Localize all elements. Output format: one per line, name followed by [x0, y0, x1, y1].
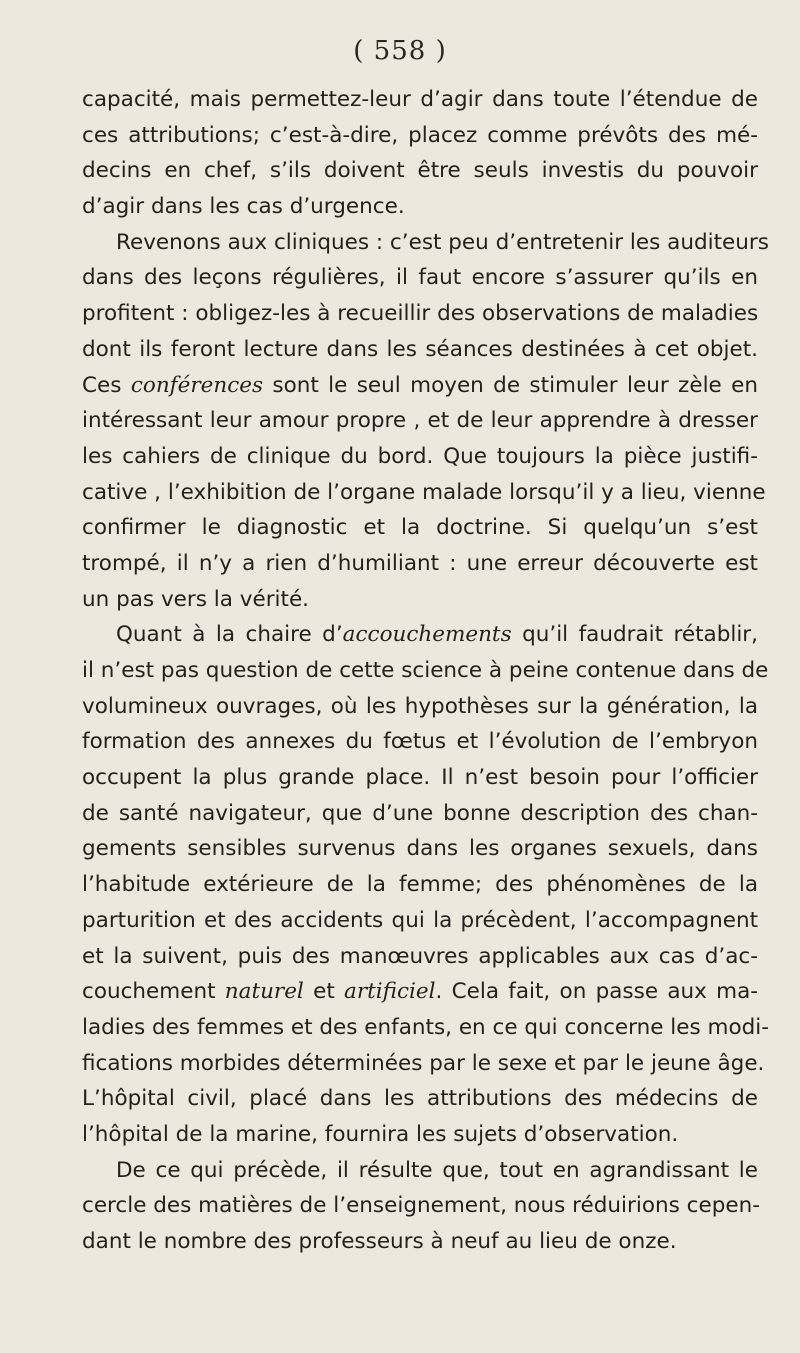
text-line: occupent la plus grande place. Il n’est besoin pour l’officier — [82, 765, 758, 791]
text-span: et — [303, 979, 345, 1005]
text-line: ces attributions; c’est-à-dire, placez comme prévôts des mé- — [82, 122, 758, 148]
text-span: sont le seul moyen de stimuler leur zèle en — [263, 372, 759, 398]
text-line — [82, 974, 758, 1010]
text-line: cative , l’exhibition de l’organe malade lorsqu’il y a lieu, vienne — [82, 479, 766, 505]
body-text — [82, 82, 769, 1260]
text-line: decins en chef, s’ils doivent être seuls investis du pouvoir — [82, 158, 758, 184]
text-span: couchement — [82, 979, 225, 1005]
text-line — [82, 368, 758, 404]
page-number: ( 558 ) — [353, 36, 447, 66]
text-line — [82, 617, 758, 653]
text-line: les cahiers de clinique du bord. Que toujours la pièce justifi- — [82, 443, 758, 469]
italic-term: naturel — [224, 979, 304, 1005]
text-line: fications morbides déterminées par le sexe et par le jeune âge. — [82, 1050, 765, 1076]
text-line: l’hôpital de la marine, fournira les sujets d’observation. — [82, 1121, 679, 1147]
text-span: . Cela fait, on passe aux ma- — [435, 979, 758, 1005]
text-line: parturition et des accidents qui la précèdent, l’accompagnent — [82, 907, 758, 933]
text-span: Quant à la chaire d’ — [116, 622, 343, 648]
text-line: trompé, il n’y a rien d’humiliant : une erreur découverte est — [82, 550, 758, 576]
italic-term: artificiel — [344, 979, 436, 1005]
text-line: volumineux ouvrages, où les hypothèses sur la génération, la — [82, 693, 758, 719]
text-line: et la suivent, puis des manœuvres applicables aux cas d’ac- — [82, 943, 758, 969]
text-line: gements sensibles survenus dans les organes sexuels, dans — [82, 836, 758, 862]
text-line: il n’est pas question de cette science à peine contenue dans de — [82, 658, 769, 683]
text-line: intéressant leur amour propre , et de leur apprendre à dresser — [82, 408, 758, 434]
text-line: dant le nombre des professeurs à neuf au lieu de onze. — [82, 1229, 677, 1254]
text-line: dans des leçons régulières, il faut encore s’assurer qu’ils en — [82, 265, 758, 291]
text-line: dont ils feront lecture dans les séances destinées à cet objet. — [82, 336, 758, 362]
text-span: qu’il faudrait rétablir, — [511, 622, 758, 648]
text-line: De ce qui précède, il résulte que, tout en agrandissant le — [116, 1157, 758, 1183]
text-span: Ces — [82, 372, 131, 398]
text-line: formation des annexes du fœtus et l’évolution de l’embryon — [82, 729, 758, 755]
text-line: Revenons aux cliniques : c’est peu d’entretenir les auditeurs — [116, 229, 769, 255]
text-line: ladies des femmes et des enfants, en ce qui concerne les modi- — [82, 1014, 769, 1040]
text-line: d’agir dans les cas d’urgence. — [82, 194, 405, 220]
text-line: un pas vers la vérité. — [82, 586, 310, 612]
text-line: capacité, mais permettez-leur d’agir dans toute l’étendue de — [82, 87, 758, 112]
italic-term: conférences — [130, 372, 263, 398]
text-line: confirmer le diagnostic et la doctrine. Si quelqu’un s’est — [82, 515, 758, 541]
italic-term: accouchements — [342, 622, 512, 648]
text-line: l’habitude extérieure de la femme; des phénomènes de la — [82, 872, 758, 898]
text-line: de santé navigateur, que d’une bonne description des chan- — [82, 800, 758, 826]
text-line: profitent : obligez-les à recueillir des observations de maladies — [82, 301, 759, 327]
text-line: cercle des matières de l’enseignement, nous réduirions cepen- — [82, 1193, 760, 1219]
text-line: L’hôpital civil, placé dans les attributions des médecins de — [82, 1086, 758, 1112]
